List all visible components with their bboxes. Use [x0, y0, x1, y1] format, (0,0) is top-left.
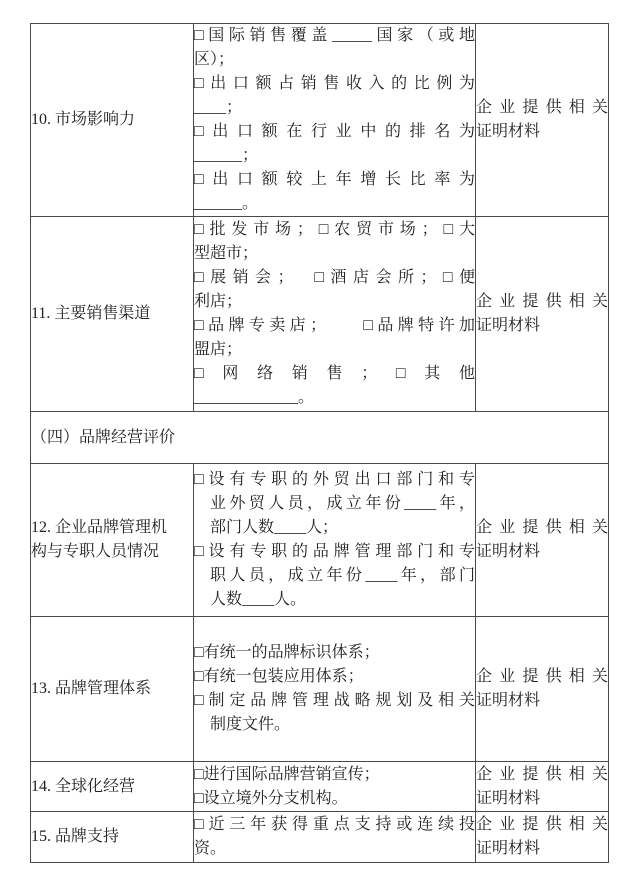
brand-evaluation-table	[30, 23, 609, 863]
checkbox-option-line: □品牌专卖店； □品牌特许加	[194, 317, 475, 334]
materials-cell	[476, 464, 609, 617]
criterion-label: 12. 企业品牌管理机	[31, 519, 168, 536]
section-header-cell	[31, 412, 609, 464]
criterion-label: 14. 全球化经营	[31, 777, 136, 795]
materials-line: 证明材料	[476, 543, 541, 560]
option-continuation-line: 利店；	[194, 293, 243, 310]
checkbox-option-line: □国际销售覆盖_____国家（或地	[194, 27, 475, 44]
criterion-label-cell	[31, 617, 194, 762]
materials-line: 企业提供相关	[476, 293, 608, 310]
criterion-options-cell	[194, 464, 476, 617]
criterion-label: 11. 主要销售渠道	[31, 305, 151, 322]
materials-cell	[476, 762, 609, 812]
checkbox-option-line: □设有专职的外贸出口部门和专	[194, 471, 475, 488]
table-row	[31, 812, 609, 863]
criterion-options-cell	[194, 762, 476, 812]
table-body	[31, 24, 609, 863]
criterion-label-cell	[31, 24, 194, 217]
materials-line: 企业提供相关	[476, 519, 608, 536]
section-title: （四）品牌经营评价	[31, 428, 176, 446]
section-row	[31, 412, 609, 464]
table-row	[31, 464, 609, 617]
option-continuation-line: 型超市；	[194, 245, 259, 262]
criterion-label: 10. 市场影响力	[31, 111, 136, 128]
option-continuation-line: 职人员，成立年份____年，部门	[210, 567, 475, 584]
option-continuation-line: ______。	[194, 195, 259, 212]
checkbox-option-line: □出口额较上年增长比率为	[194, 171, 475, 188]
materials-line: 证明材料	[476, 789, 541, 807]
checkbox-option-line: □制定品牌管理战略规划及相关	[194, 692, 475, 709]
table-row	[31, 217, 609, 412]
option-continuation-line: 区）；	[194, 51, 235, 68]
option-continuation-line: 制度文件。	[210, 716, 291, 733]
criterion-label: 15. 品牌支持	[31, 828, 120, 845]
checkbox-option-line: □展销会； □酒店会所；□便	[194, 269, 475, 286]
materials-line: 证明材料	[476, 123, 541, 140]
option-continuation-line: 人数____人。	[210, 591, 307, 608]
option-continuation-line: _____________。	[194, 389, 315, 406]
materials-cell	[476, 24, 609, 217]
table-row	[31, 24, 609, 217]
materials-line: 证明材料	[476, 692, 541, 709]
table-row	[31, 617, 609, 762]
criterion-label: 13. 品牌管理体系	[31, 680, 152, 697]
checkbox-option-line: □网络销售；□其他	[194, 365, 475, 382]
option-continuation-line: 资。	[194, 840, 227, 857]
option-continuation-line: ______；	[194, 147, 259, 164]
criterion-label-cell	[31, 812, 194, 863]
criterion-options-cell	[194, 217, 476, 412]
materials-cell	[476, 812, 609, 863]
criterion-options-cell	[194, 812, 476, 863]
materials-line: 企业提供相关	[476, 765, 608, 783]
criterion-label: 构与专职人员情况	[31, 543, 160, 560]
criterion-label-cell	[31, 464, 194, 617]
checkbox-option-line: □批发市场；□农贸市场；□大	[194, 221, 475, 238]
checkbox-option-line: □进行国际品牌营销宣传；	[194, 765, 380, 783]
option-continuation-line: 部门人数____人；	[210, 519, 339, 536]
option-continuation-line: 业外贸人员，成立年份____年，	[210, 495, 475, 512]
checkbox-option-line: □设立境外分支机构。	[194, 789, 348, 807]
checkbox-option-line: □设有专职的品牌管理部门和专	[194, 543, 475, 560]
checkbox-option-line: □有统一包装应用体系；	[194, 668, 364, 685]
criterion-options-cell	[194, 617, 476, 762]
criterion-label-cell	[31, 762, 194, 812]
option-continuation-line: ____；	[194, 99, 243, 116]
checkbox-option-line: □出口额在行业中的排名为	[194, 123, 475, 140]
checkbox-option-line: □有统一的品牌标识体系；	[194, 644, 380, 661]
materials-line: 证明材料	[476, 840, 541, 857]
materials-line: 企业提供相关	[476, 816, 608, 833]
materials-cell	[476, 217, 609, 412]
criterion-options-cell	[194, 24, 476, 217]
criterion-label-cell	[31, 217, 194, 412]
materials-line: 证明材料	[476, 317, 541, 334]
materials-line: 企业提供相关	[476, 99, 608, 116]
checkbox-option-line: □近三年获得重点支持或连续投	[194, 816, 475, 833]
materials-line: 企业提供相关	[476, 668, 608, 685]
option-continuation-line: 盟店；	[194, 341, 243, 358]
table-row	[31, 762, 609, 812]
checkbox-option-line: □出口额占销售收入的比例为	[194, 75, 475, 92]
materials-cell	[476, 617, 609, 762]
